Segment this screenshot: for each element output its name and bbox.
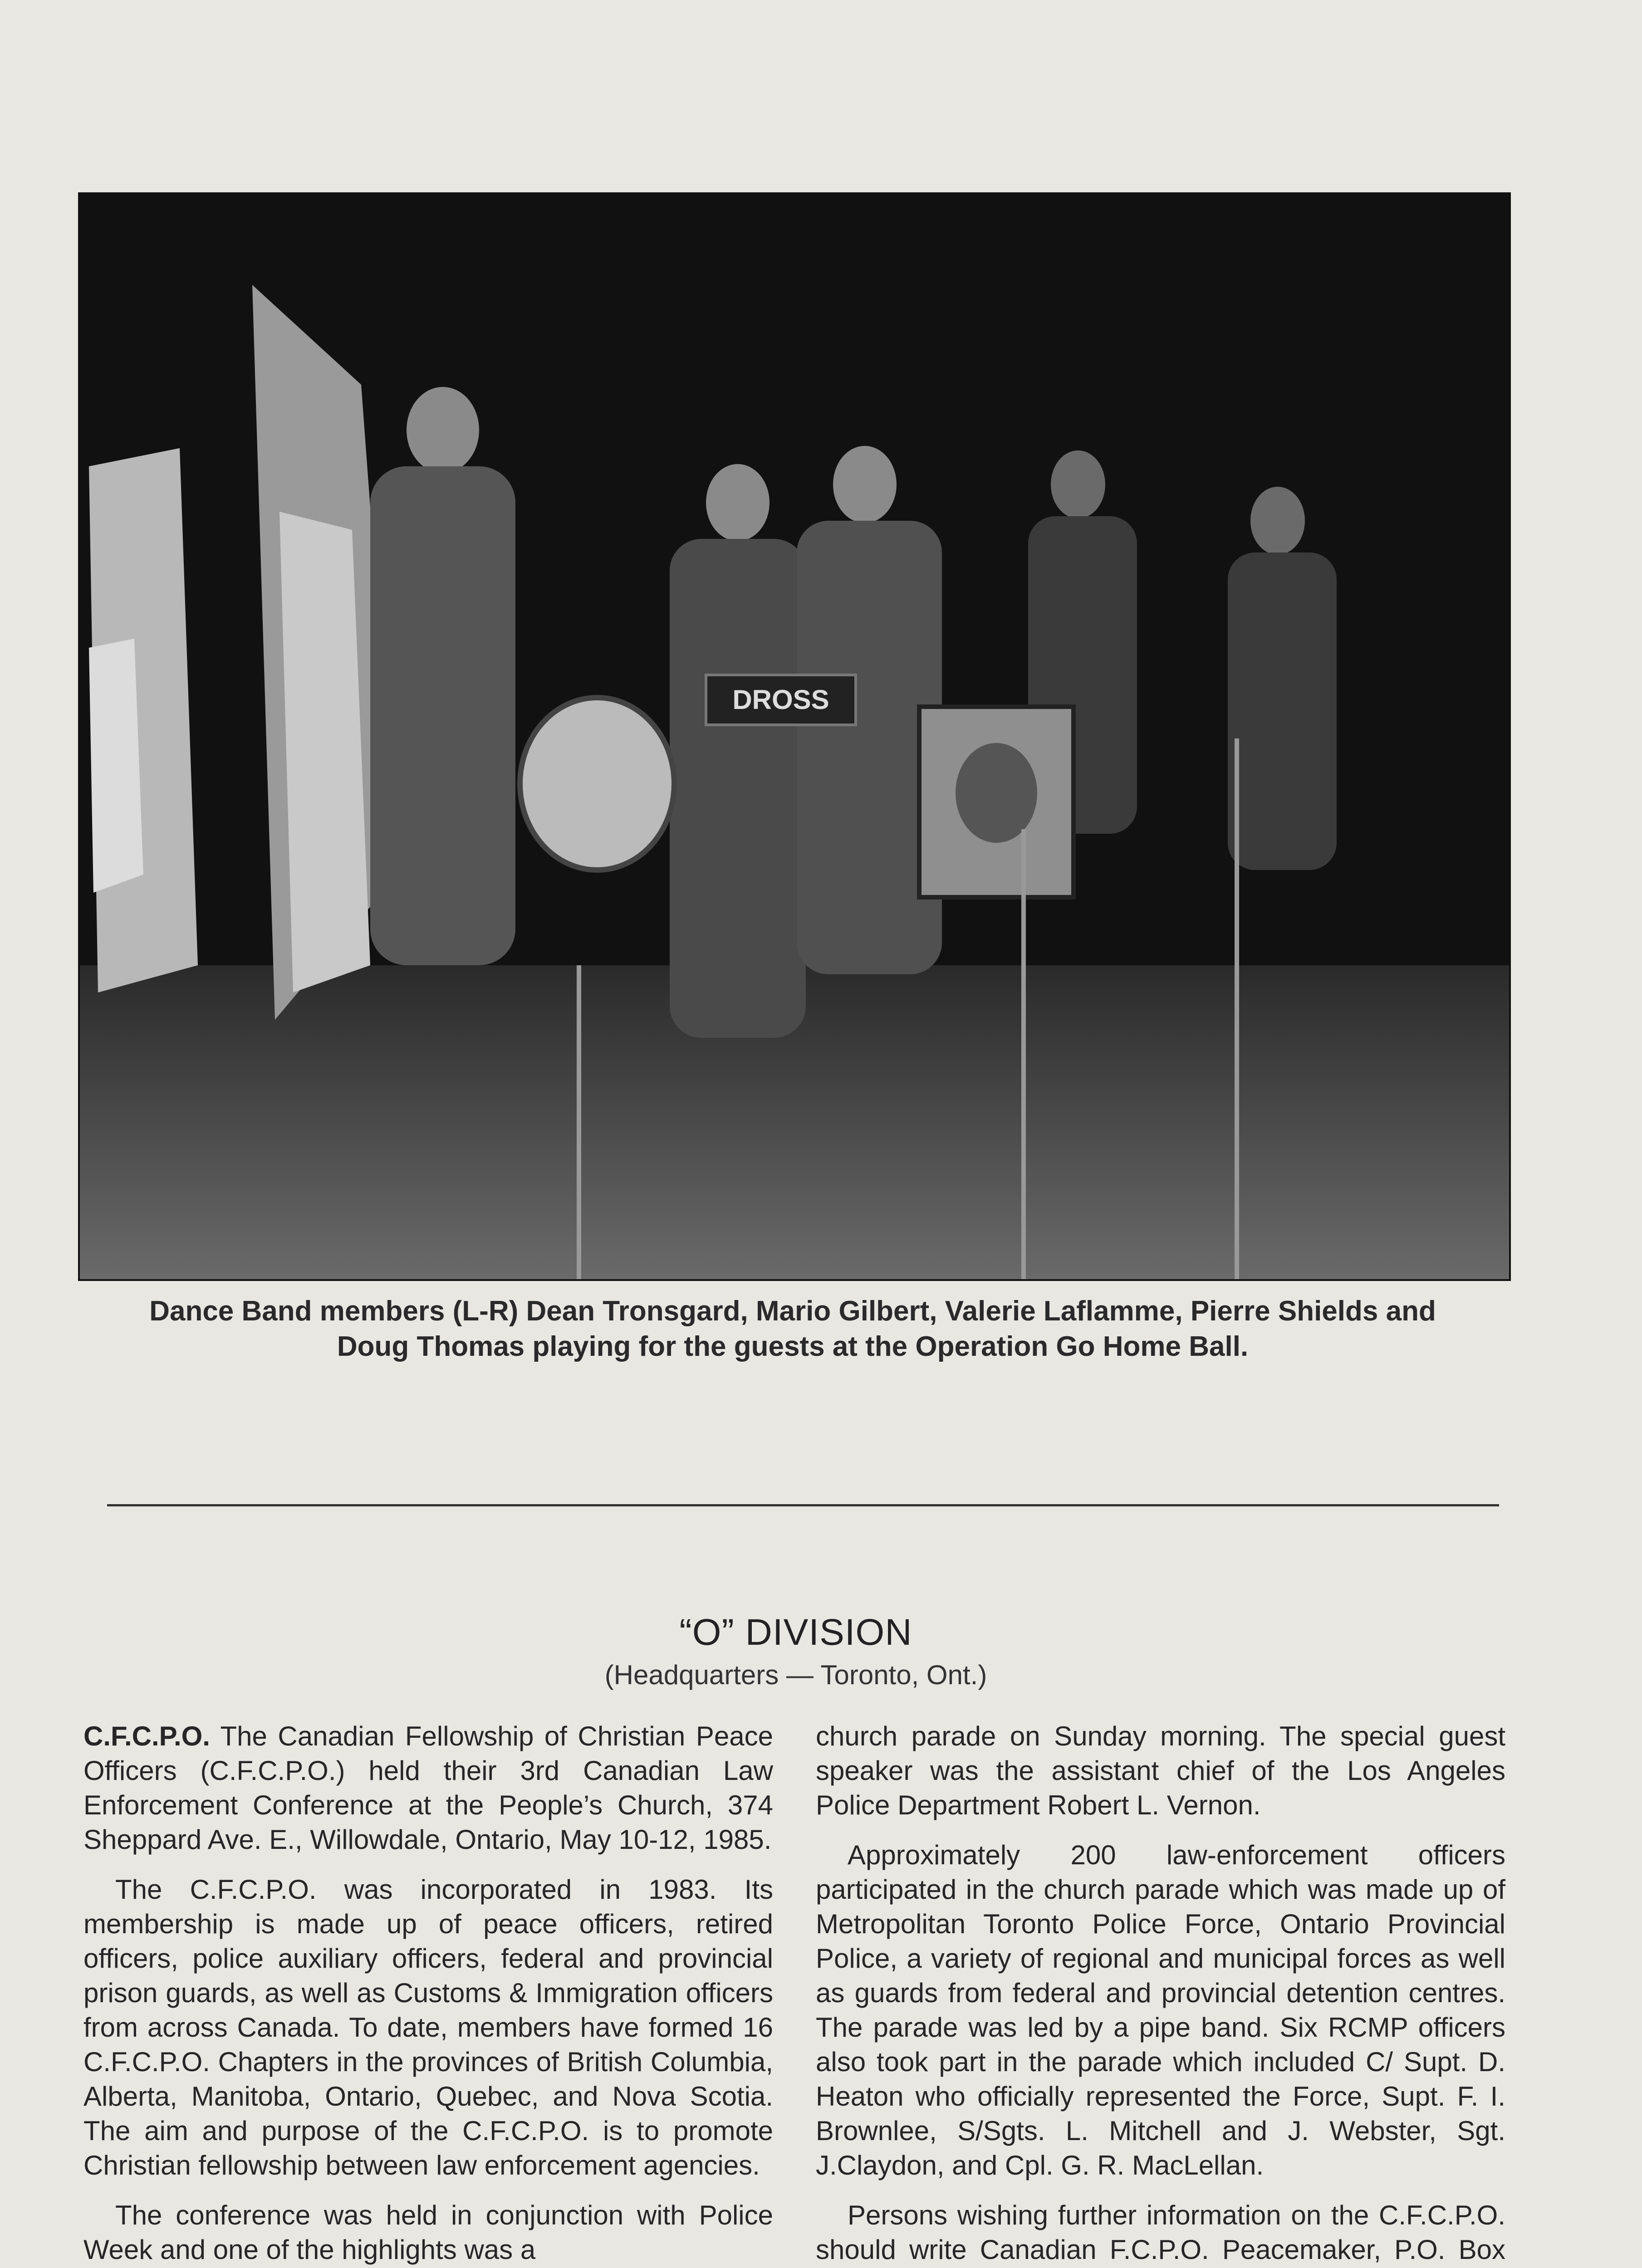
article-paragraph-6: Persons wishing further information on the C.F.C.P.O. should write Canadian F.C.P.O. Peacemaker, P.O. Box — [816, 2200, 1505, 2265]
article-paragraph-3: The conference was held in conjunction with Police Week and one of the highlights was a — [83, 2200, 773, 2265]
article-paragraph-1-text: The Canadian Fellowship of Christian Peace Officers (C.F.C.P.O.) held their 3rd Canadian Law Enforcement Conference at the People’s Church, 374 Sheppard Ave. E., Willowdale, Ontario, May 10-12, 1985. — [83, 1721, 773, 1855]
band-photo-illustration — [80, 194, 1509, 1279]
article-column-right — [816, 1719, 1505, 2268]
caption-line-2: Doug Thomas playing for the guests at the Operation Go Home Ball. — [337, 1331, 1249, 1362]
article-paragraph-4: church parade on Sunday morning. The special guest speaker was the assistant chief of the Los Angeles Police Department Robert L. Vernon. — [816, 1721, 1505, 1820]
article-lead: C.F.C.P.O. — [83, 1721, 210, 1751]
section-divider — [107, 1504, 1499, 1506]
keyboard-sign-text: DROSS — [732, 684, 829, 715]
photo-caption — [78, 1294, 1507, 1364]
section-heading: “O” DIVISION — [679, 1612, 912, 1653]
article-paragraph-2: The C.F.C.P.O. was incorporated in 1983. Its membership is made up of peace officers, retired officers, police auxiliary officers, federal and provincial prison guards, as well as Customs & Immigration officers from across Canada. To date, members have formed 16 C.F.C.P.O. Chapters in the provinces of British Columbia, Alberta, Manitoba, Ontario, Quebec, and Nova Scotia. The aim and purpose of the C.F.C.P.O. is to promote Christian fellowship between law enforcement agencies. — [83, 1874, 773, 2180]
band-photo — [78, 192, 1511, 1281]
article-paragraph-5: Approximately 200 law-enforcement officers participated in the church parade which was made up of Metropolitan Toronto Police Force, Ontario Provincial Police, a variety of regional and municipal forces as well as guards from federal and provincial detention centres. The parade was led by a pipe band. Six RCMP officers also took part in the parade which included C/ Supt. D. Heaton who officially represented the Force, Supt. F. I. Brownlee, S/Sgts. L. Mitchell and J. Webster, Sgt. J.Claydon, and Cpl. G. R. MacLellan. — [816, 1840, 1505, 2180]
section-subheading: (Headquarters — Toronto, Ont.) — [604, 1660, 987, 1690]
article-column-left — [83, 1719, 773, 2268]
article-paragraph-1 — [83, 1719, 773, 1857]
caption-line-1: Dance Band members (L-R) Dean Tronsgard, Mario Gilbert, Valerie Laflamme, Pierre Shields and — [149, 1295, 1436, 1327]
